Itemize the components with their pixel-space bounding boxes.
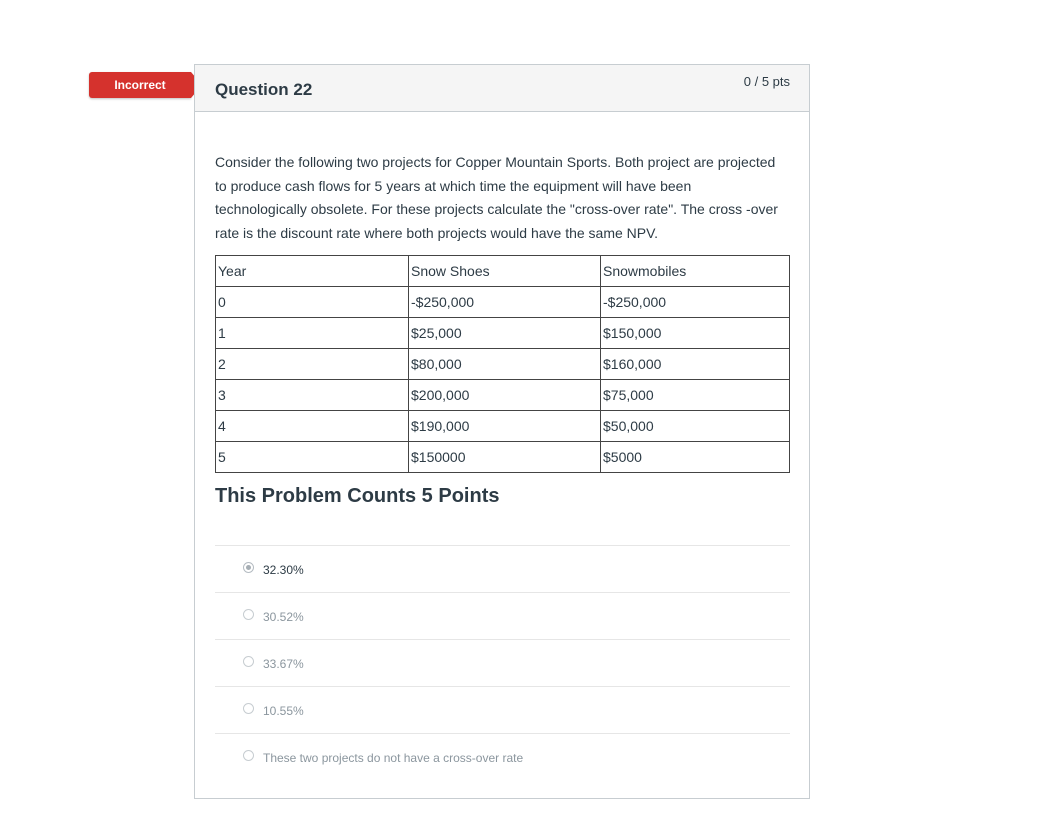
table-row <box>216 411 790 442</box>
question-text: Consider the following two projects for Copper Mountain Sports. Both project are projected to produce cash flows for 5 years at which time the equipment will have been technologically obsolete. For these projects calculate the "cross-over rate". The cross -over rate is the discount rate where both projects would have the same NPV. <box>215 154 778 241</box>
answer-option[interactable] <box>215 545 790 592</box>
answer-option[interactable] <box>215 592 790 639</box>
table-header-cell: Snowmobiles <box>601 256 790 287</box>
answer-option[interactable] <box>215 686 790 733</box>
table-cell: $200,000 <box>409 380 601 411</box>
table-header-row <box>216 256 790 287</box>
question-points: 0 / 5 pts <box>743 74 790 89</box>
radio-icon[interactable] <box>243 750 254 761</box>
table-cell: $50,000 <box>601 411 790 442</box>
table-cell: 1 <box>216 318 409 349</box>
answer-list <box>215 545 790 780</box>
question-card <box>194 64 810 799</box>
table-header-cell: Year <box>216 256 409 287</box>
points-note: This Problem Counts 5 Points <box>215 485 500 507</box>
table-cell: $80,000 <box>409 349 601 380</box>
table-cell: $190,000 <box>409 411 601 442</box>
table-cell: -$250,000 <box>601 287 790 318</box>
table-row <box>216 349 790 380</box>
table-cell: -$250,000 <box>409 287 601 318</box>
table-row <box>216 380 790 411</box>
table-cell: 0 <box>216 287 409 318</box>
table-row <box>216 318 790 349</box>
question-title: Question 22 <box>215 80 313 99</box>
table-cell: 3 <box>216 380 409 411</box>
answer-label: 32.30% <box>263 563 304 577</box>
table-cell: 5 <box>216 442 409 473</box>
radio-icon[interactable] <box>243 656 254 667</box>
table-row <box>216 287 790 318</box>
answer-label: These two projects do not have a cross-over rate <box>263 751 524 765</box>
question-header <box>195 65 809 112</box>
radio-icon[interactable] <box>243 609 254 620</box>
status-badge: Incorrect <box>89 72 191 98</box>
table-row <box>216 442 790 473</box>
table-cell: $5000 <box>601 442 790 473</box>
answer-label: 10.55% <box>263 704 304 718</box>
table-cell: $75,000 <box>601 380 790 411</box>
answer-label: 30.52% <box>263 610 304 624</box>
cash-flow-table <box>215 255 790 473</box>
table-cell: $150,000 <box>601 318 790 349</box>
table-cell: 4 <box>216 411 409 442</box>
answer-label: 33.67% <box>263 657 304 671</box>
table-cell: $150000 <box>409 442 601 473</box>
table-cell: $160,000 <box>601 349 790 380</box>
radio-icon[interactable] <box>243 703 254 714</box>
table-header-cell: Snow Shoes <box>409 256 601 287</box>
answer-option[interactable] <box>215 733 790 780</box>
table-cell: $25,000 <box>409 318 601 349</box>
table-cell: 2 <box>216 349 409 380</box>
answer-option[interactable] <box>215 639 790 686</box>
radio-selected-icon[interactable] <box>243 562 254 573</box>
